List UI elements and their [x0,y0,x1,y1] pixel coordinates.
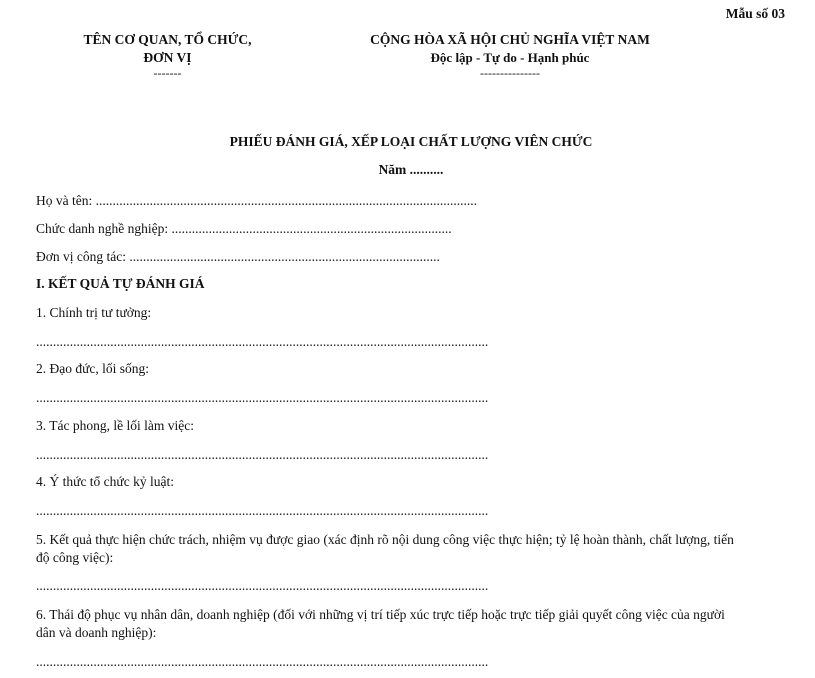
org-underline: ------- [153,66,182,80]
org-name-line1: TÊN CƠ QUAN, TỔ CHỨC, [83,32,252,47]
item-service-attitude-line1: 6. Thái độ phục vụ nhân dân, doanh nghiệp (đối với những vị trí tiếp xúc trực tiếp hoặc trực tiếp giải quyết công việc của người [36,607,725,622]
answer-line-5[interactable]: ...................................................................................................................................... [36,578,489,593]
document-title: PHIẾU ĐÁNH GIÁ, XẾP LOẠI CHẤT LƯỢNG VIÊN CHỨC [229,134,593,149]
org-name-line2: ĐƠN VỊ [143,50,192,65]
item-work-style: 3. Tác phong, lề lối làm việc: [36,418,194,433]
year-line: Năm .......... [378,162,444,177]
form-number: Mẫu số 03 [725,6,785,21]
answer-line-2[interactable]: ...................................................................................................................................... [36,390,489,405]
item-political-ideology: 1. Chính trị tư tưởng: [36,305,152,320]
motto-underline: --------------- [480,66,540,80]
item-ethics-lifestyle: 2. Đạo đức, lối sống: [36,361,150,376]
item-duty-results-line1: 5. Kết quả thực hiện chức trách, nhiệm vụ được giao (xác định rõ nội dung công việc thực hiện; tỷ lệ hoàn thành, chất lượng, tiến [36,532,734,547]
field-job-title[interactable]: Chức danh nghề nghiệp: ................................................................................... [36,221,452,236]
field-work-unit[interactable]: Đơn vị công tác: ............................................................................................ [36,249,440,264]
answer-line-6[interactable]: ...................................................................................................................................... [36,654,489,669]
nation-title: CỘNG HÒA XÃ HỘI CHỦ NGHĨA VIỆT NAM [370,32,650,47]
motto: Độc lập - Tự do - Hạnh phúc [430,50,590,65]
field-full-name[interactable]: Họ và tên: ................................................................................................................. [36,193,477,208]
item-discipline: 4. Ý thức tổ chức kỷ luật: [36,474,174,489]
section-self-assessment-heading: I. KẾT QUẢ TỰ ĐÁNH GIÁ [36,276,205,291]
item-duty-results-line2: độ công việc): [36,550,114,565]
item-service-attitude-line2: dân và doanh nghiệp): [36,625,157,640]
answer-line-1[interactable]: ...................................................................................................................................... [36,334,489,349]
answer-line-3[interactable]: ...................................................................................................................................... [36,447,489,462]
answer-line-4[interactable]: ...................................................................................................................................... [36,503,489,518]
